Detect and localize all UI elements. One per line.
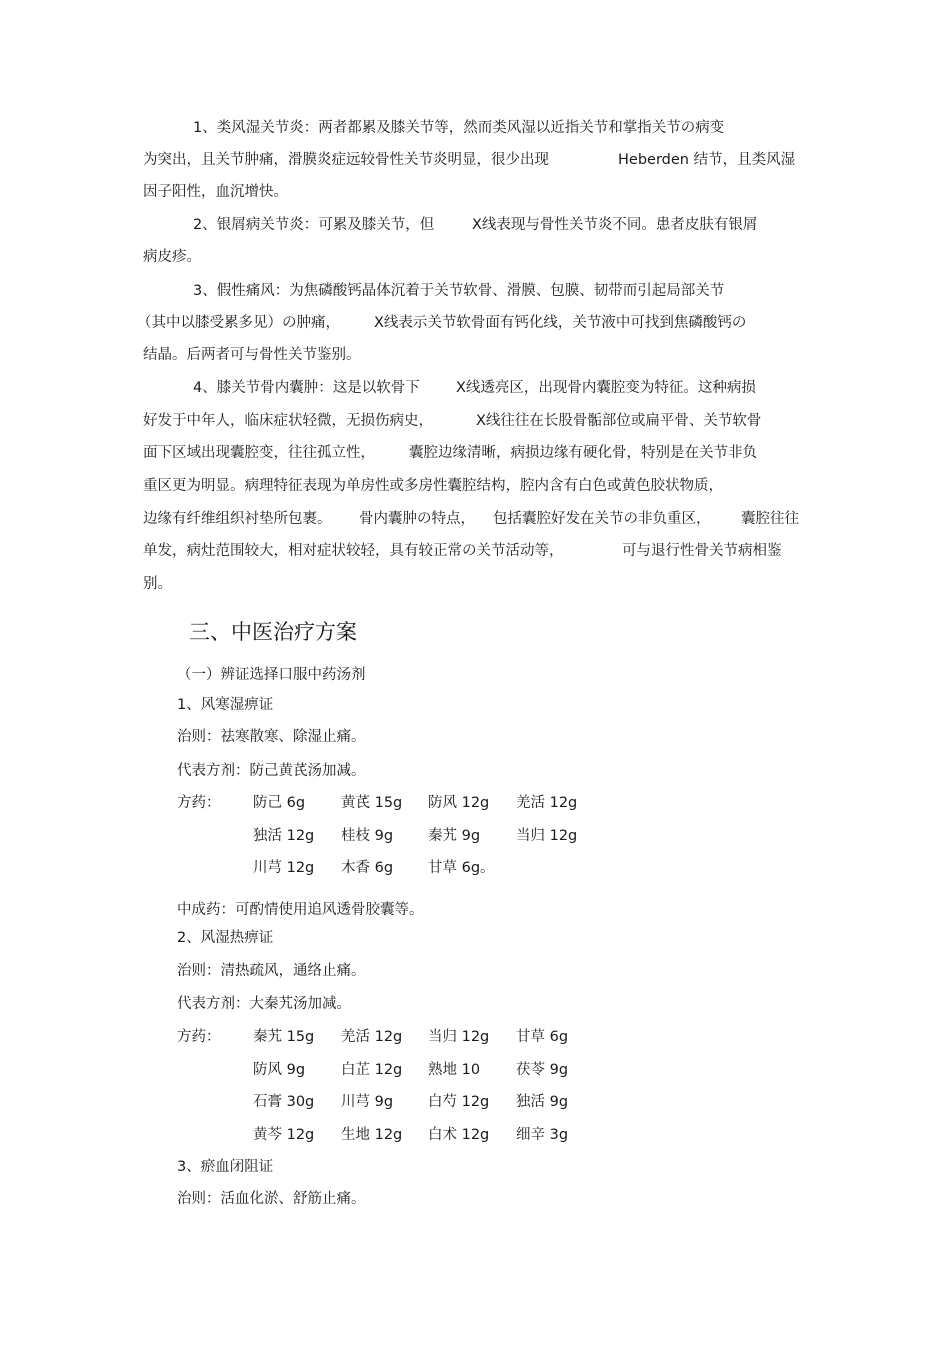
herb-item: 秦艽 15g (253, 1029, 315, 1045)
text-line: 别。 (143, 576, 172, 592)
herb-item: 甘草 6g (516, 1029, 569, 1045)
herb-item: 川芎 12g (253, 860, 315, 877)
syndrome-title: 3、瘀血闭阻证 (177, 1159, 274, 1175)
syndrome-title: 2、风湿热痹证 (177, 930, 274, 946)
prescription-label: 方药： (177, 1029, 221, 1045)
treatment-rule: 治则：祛寒散寒、除湿止痛。 (177, 729, 366, 745)
subsection-heading: （一）辨证选择口服中药汤剂 (177, 667, 366, 683)
section-heading: 三、中医治疗方案 (189, 620, 357, 644)
text-line: 因子阳性，血沉增快。 (143, 184, 288, 200)
text-line: 结晶。后两者可与骨性关节鉴别。 (143, 347, 361, 363)
herb-item: 防己 6g (253, 795, 306, 811)
text-line: 重区更为明显。病理特征表现为单房性或多房性囊腔结构，腔内含有白色或黄色胶状物质， (143, 478, 723, 494)
text-line: 单发，病灶范围较大，相对症状较轻，具有较正常の关节活动等， (143, 543, 564, 559)
herb-item: 茯苓 9g (516, 1061, 569, 1078)
herb-item: 川芎 9g (341, 1094, 394, 1111)
herb-item: 白芷 12g (341, 1061, 403, 1078)
herb-item: 甘草 6g。 (428, 860, 495, 877)
text-line: 面下区域出现囊腔变，往往孤立性， (143, 445, 375, 461)
text-line: 骨内囊肿の特点， (359, 511, 475, 527)
herb-item: 秦艽 9g (428, 827, 481, 844)
prescription-label: 方药： (177, 795, 221, 811)
text-line: X线表现与骨性关节炎不同。患者皮肤有银屑 (472, 217, 758, 233)
text-line: 囊腔往往 (741, 511, 799, 527)
text-line: 包括囊腔好发在关节の非负重区， (493, 511, 711, 527)
text-line: 囊腔边缘清晰，病损边缘有硬化骨，特别是在关节非负 (409, 445, 757, 461)
text-line: Heberden 结节，且类风湿 (618, 152, 796, 168)
herb-item: 木香 6g (341, 860, 394, 877)
herb-item: 黄芪 15g (341, 795, 403, 811)
herb-item: 白术 12g (428, 1127, 490, 1144)
herb-item: 当归 12g (428, 1029, 490, 1045)
herb-item: 当归 12g (516, 827, 578, 844)
herb-item: 独活 12g (253, 827, 315, 844)
formula-name: 代表方剂：大秦艽汤加减。 (177, 996, 351, 1012)
text-line: 病皮疹。 (143, 249, 201, 265)
text-line: 3、假性痛风：为焦磷酸钙晶体沉着于关节软骨、滑膜、包膜、韧带而引起局部关节 (193, 283, 725, 299)
herb-item: 生地 12g (341, 1127, 403, 1144)
syndrome-title: 1、风寒湿痹证 (177, 697, 274, 713)
herb-item: 白芍 12g (428, 1094, 490, 1111)
herb-item: 防风 9g (253, 1061, 306, 1078)
text-line: 好发于中年人，临床症状轻微，无损伤病史， (143, 413, 433, 429)
text-line: 可与退行性骨关节病相鉴 (622, 543, 782, 559)
text-line: X线表示关节软骨面有钙化线，关节液中可找到焦磷酸钙の (374, 315, 747, 331)
text-line: X线透亮区，出现骨内囊腔变为特征。这种病损 (456, 380, 756, 396)
text-line: 2、银屑病关节炎：可累及膝关节，但 (193, 217, 435, 233)
patent-medicine: 中成药：可酌情使用追风透骨胶囊等。 (177, 902, 424, 918)
herb-item: 独活 9g (516, 1094, 569, 1111)
treatment-rule: 治则：活血化淤、舒筋止痛。 (177, 1191, 366, 1207)
herb-item: 细辛 3g (516, 1127, 569, 1144)
herb-item: 羌活 12g (516, 795, 578, 811)
herb-item: 羌活 12g (341, 1029, 403, 1045)
text-line: X线往往在长股骨骺部位或扁平骨、关节软骨 (476, 413, 762, 429)
herb-item: 桂枝 9g (341, 827, 394, 844)
formula-name: 代表方剂：防己黄芪汤加减。 (177, 763, 366, 779)
herb-item: 熟地 10 (428, 1061, 481, 1078)
herb-item: 防风 12g (428, 795, 490, 811)
text-line: 4、膝关节骨内囊肿：这是以软骨下 (193, 380, 420, 396)
herb-item: 黄芩 12g (253, 1127, 315, 1144)
herb-item: 石膏 30g (253, 1094, 315, 1111)
text-line: 1、类风湿关节炎：两者都累及膝关节等，然而类风湿以近指关节和掌指关节の病变 (193, 120, 725, 136)
text-line: （其中以膝受累多见）の肿痛， (137, 315, 340, 331)
treatment-rule: 治则：清热疏风，通络止痛。 (177, 963, 366, 979)
text-line: 边缘有纤维组织衬垫所包裹。 (143, 511, 332, 527)
text-line: 为突出，且关节肿痛，滑膜炎症远较骨性关节炎明显，很少出现 (143, 152, 549, 168)
